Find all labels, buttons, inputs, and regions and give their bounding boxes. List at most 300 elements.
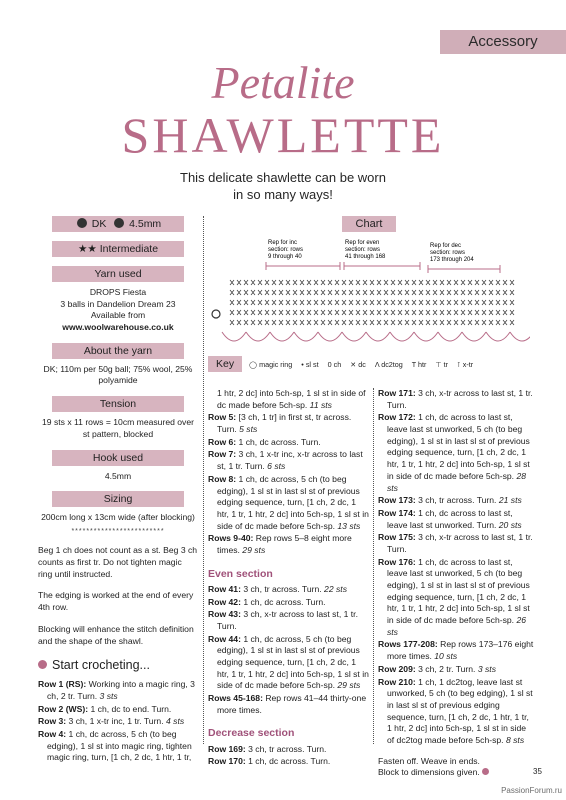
stitch-symbol xyxy=(398,280,402,285)
stitch-symbol xyxy=(489,290,493,295)
repeat-brackets xyxy=(266,262,500,273)
stitch-symbol xyxy=(384,290,388,295)
stitch-symbol xyxy=(377,280,381,285)
stitch-symbol xyxy=(251,290,255,295)
stitch-count: 11 sts xyxy=(307,399,332,410)
stitch-symbol xyxy=(363,290,367,295)
finishing-line: Block to dimensions given. xyxy=(378,767,534,779)
stitch-symbol xyxy=(279,320,283,325)
pattern-row: Row 209: 3 ch, 2 tr. Turn. 3 sts xyxy=(378,663,496,674)
stitch-symbol xyxy=(272,280,276,285)
stitch-symbol xyxy=(342,310,346,315)
stitch-symbol xyxy=(412,280,416,285)
stitch-symbol xyxy=(503,280,507,285)
finishing-text xyxy=(378,756,534,779)
stitch-symbol xyxy=(447,280,451,285)
about-yarn-heading: About the yarn xyxy=(52,343,184,359)
tension-heading: Tension xyxy=(52,396,184,412)
chart-label-even-3: 41 through 168 xyxy=(345,254,386,260)
stitch-symbol xyxy=(342,320,346,325)
weight-hook-pill xyxy=(52,216,184,232)
stitch-symbol xyxy=(321,300,325,305)
stitch-symbol xyxy=(440,290,444,295)
stitch-symbol xyxy=(258,310,262,315)
title-script: Petalite xyxy=(211,57,355,108)
row-label: Row 4: xyxy=(38,728,67,739)
stitch-symbol xyxy=(237,290,241,295)
stitch-symbol xyxy=(454,280,458,285)
stitch-symbol xyxy=(419,310,423,315)
edging-scallop xyxy=(342,332,366,341)
stitch-symbol xyxy=(433,280,437,285)
yarn-line: 3 balls in Dandelion Dream 23 xyxy=(60,298,176,309)
stitch-symbol xyxy=(356,320,360,325)
stitch-symbol xyxy=(272,290,276,295)
rows-list-col3 xyxy=(378,388,534,747)
stitch-symbol xyxy=(342,290,346,295)
pattern-row: Row 4: 1 ch, dc across, 5 ch (to beg edging), 1 sl st into magic ring, tighten magic ring, turn, [1 ch, 2 dc, 1 htr, 1 tr, xyxy=(38,728,192,763)
stitch-symbol xyxy=(377,320,381,325)
stitch-count: 4 sts xyxy=(163,716,185,727)
key-tr: ⊤ tr xyxy=(435,360,448,369)
stitch-symbol xyxy=(461,320,465,325)
chart-label-inc-3: 9 through 40 xyxy=(268,254,302,260)
stitch-symbol xyxy=(419,290,423,295)
stitch-symbol xyxy=(482,300,486,305)
stitch-symbol xyxy=(398,290,402,295)
stitch-count: 20 sts xyxy=(496,519,522,530)
pattern-row: Row 7: 3 ch, 1 x-tr inc, x-tr across to last st, 1 tr. Turn. 6 sts xyxy=(208,449,363,472)
rows-list-col1 xyxy=(38,679,198,764)
pattern-row: Row 42: 1 ch, dc across. Turn. xyxy=(208,596,326,607)
tension-text: 19 sts x 11 rows = 10cm measured over st pattern, blocked xyxy=(42,417,194,439)
row-label: Row 3: xyxy=(38,716,67,727)
stitch-symbol xyxy=(363,320,367,325)
stitch-count: 22 sts xyxy=(321,583,347,594)
row-label: Row 169: xyxy=(208,743,246,754)
row-label: Row 5: xyxy=(208,412,237,423)
stitch-symbol xyxy=(433,290,437,295)
chart-heading xyxy=(208,216,530,232)
subtitle-line-1: This delicate shawlette can be worn xyxy=(180,170,386,185)
hook-icon xyxy=(114,218,124,228)
edging-scallop xyxy=(270,332,294,341)
row-label: Row 176: xyxy=(378,556,416,567)
stitch-count: 29 sts xyxy=(335,680,361,691)
stitch-symbol xyxy=(251,310,255,315)
stitch-symbol xyxy=(391,280,395,285)
stitch-symbol xyxy=(258,290,262,295)
stitch-symbol xyxy=(489,280,493,285)
stitch-symbol xyxy=(335,290,339,295)
stitch-symbol xyxy=(314,280,318,285)
stitch-count: 21 sts xyxy=(496,495,522,506)
key-x-tr: ⊺ x-tr xyxy=(457,360,474,369)
stitch-symbol xyxy=(251,280,255,285)
stitch-symbol xyxy=(272,310,276,315)
stitch-symbol xyxy=(496,300,500,305)
stitch-symbol xyxy=(405,280,409,285)
star-icon: ★★ xyxy=(77,243,97,255)
yarn-supplier-link[interactable]: www.woolwarehouse.co.uk xyxy=(62,322,174,333)
stitch-symbol xyxy=(496,310,500,315)
row-label: Row 42: xyxy=(208,596,241,607)
chart-label-dec-3: 173 through 204 xyxy=(430,257,474,263)
stitch-symbol xyxy=(454,310,458,315)
stitch-symbol xyxy=(377,310,381,315)
stitch-symbol xyxy=(482,290,486,295)
stitch-symbol xyxy=(321,290,325,295)
stitch-symbol xyxy=(412,310,416,315)
row-label: Rows 9-40: xyxy=(208,533,254,544)
stitch-symbol xyxy=(510,290,514,295)
stitch-symbol xyxy=(314,320,318,325)
chart-label-dec-1: Rep for dec xyxy=(430,243,462,249)
edging-scallop xyxy=(438,332,462,341)
stitch-symbol xyxy=(370,310,374,315)
stitch-symbol xyxy=(468,280,472,285)
stitch-symbol xyxy=(377,290,381,295)
stitch-symbol xyxy=(391,290,395,295)
stitch-symbol xyxy=(370,290,374,295)
row-label: Row 175: xyxy=(378,532,416,543)
stitch-symbol xyxy=(293,310,297,315)
chart-label-inc-2: section: rows xyxy=(268,247,304,253)
stitch-symbol xyxy=(447,310,451,315)
stitch-symbol xyxy=(244,320,248,325)
stitch-symbol xyxy=(300,290,304,295)
stitch-symbol xyxy=(363,280,367,285)
finishing-line: Fasten off. Weave in ends. xyxy=(378,755,480,766)
stitch-symbol xyxy=(454,290,458,295)
pattern-row: Row 3: 3 ch, 1 x-tr inc, 1 tr. Turn. 4 sts xyxy=(38,716,185,727)
key-dc2tog: Λ dc2tog xyxy=(374,360,403,369)
row-label: Row 172: xyxy=(378,412,416,423)
stitch-symbol xyxy=(510,320,514,325)
stitch-symbol xyxy=(342,280,346,285)
rows-list-even xyxy=(208,584,370,717)
stitch-symbol xyxy=(475,300,479,305)
difficulty-label: Intermediate xyxy=(99,243,159,255)
chart-label-dec-2: section: rows xyxy=(430,250,466,256)
yarn-line: DROPS Fiesta xyxy=(89,287,147,297)
stitch-symbol xyxy=(335,280,339,285)
stitch-symbol xyxy=(503,310,507,315)
stitch-symbol xyxy=(356,290,360,295)
stitch-symbol xyxy=(489,320,493,325)
stitch-symbol xyxy=(237,300,241,305)
stitch-symbol xyxy=(468,290,472,295)
stitch-symbol xyxy=(482,280,486,285)
row-label: Row 8: xyxy=(208,473,237,484)
stitch-symbol xyxy=(412,320,416,325)
stitch-symbol xyxy=(321,320,325,325)
stitch-symbol xyxy=(447,320,451,325)
stitch-symbol xyxy=(279,280,283,285)
stitch-symbol xyxy=(265,290,269,295)
magic-ring-symbol xyxy=(212,310,220,318)
stitch-symbol xyxy=(349,310,353,315)
stitch-symbol xyxy=(384,320,388,325)
stitch-symbol xyxy=(230,280,234,285)
stitch-symbol xyxy=(258,320,262,325)
stitch-symbol xyxy=(489,310,493,315)
row-label: Row 174: xyxy=(378,507,416,518)
stitch-symbol xyxy=(440,310,444,315)
stitch-symbol xyxy=(447,290,451,295)
chart-label-even-1: Rep for even xyxy=(345,240,380,246)
edging-scallop xyxy=(294,332,318,341)
row-label: Row 209: xyxy=(378,663,416,674)
key-bar xyxy=(208,356,530,372)
edging-scallop xyxy=(222,332,246,341)
pattern-column-3 xyxy=(378,388,534,779)
hook-used-text: 4.5mm xyxy=(104,470,132,481)
stitch-symbol xyxy=(384,300,388,305)
stitch-symbol xyxy=(433,320,437,325)
pattern-row: 1 htr, 2 dc] into 5ch-sp, 1 sl st in side of dc made before 5ch-sp. 11 sts xyxy=(217,388,366,410)
weight-label: DK xyxy=(91,218,107,230)
stitch-symbol xyxy=(447,300,451,305)
stitch-symbol xyxy=(265,300,269,305)
stitch-symbol xyxy=(342,300,346,305)
stitch-symbol xyxy=(279,300,283,305)
stitch-symbol xyxy=(265,310,269,315)
stitch-symbol xyxy=(398,310,402,315)
chart-label-inc-1: Rep for inc xyxy=(268,240,298,246)
difficulty-pill xyxy=(52,241,184,257)
chart-title: Chart xyxy=(342,216,397,232)
stitch-symbol xyxy=(475,280,479,285)
stitch-symbol xyxy=(356,300,360,305)
pattern-row: Row 171: 3 ch, x-tr across to last st, 1 tr. Turn. xyxy=(378,388,533,410)
stitch-symbol xyxy=(230,320,234,325)
stitch-symbol xyxy=(454,300,458,305)
stitch-symbol xyxy=(370,280,374,285)
hook-used-heading: Hook used xyxy=(52,450,184,466)
row-label: Row 173: xyxy=(378,495,416,506)
edging-scallop xyxy=(414,332,438,341)
stitch-symbol xyxy=(307,290,311,295)
pattern-row: Row 174: 1 ch, dc across to last st, leave last st unworked. Turn. 20 sts xyxy=(378,507,522,530)
stitch-symbol xyxy=(468,310,472,315)
stitch-symbol xyxy=(510,280,514,285)
key-magic-ring: ◯ magic ring xyxy=(249,360,293,369)
row-label: Rows 177-208: xyxy=(378,639,438,650)
bullet-dot-icon xyxy=(38,660,47,669)
stitch-symbol xyxy=(328,300,332,305)
stitch-symbol xyxy=(426,280,430,285)
stitch-symbol xyxy=(300,310,304,315)
stitch-symbol xyxy=(251,300,255,305)
stitch-symbol xyxy=(363,300,367,305)
stitch-count: 10 sts xyxy=(431,651,458,662)
stitch-symbol xyxy=(503,290,507,295)
stitch-symbol xyxy=(349,290,353,295)
stitch-symbol xyxy=(433,310,437,315)
stitch-symbol xyxy=(398,300,402,305)
pattern-column-2 xyxy=(208,388,370,769)
stitch-symbol xyxy=(300,280,304,285)
pattern-row: Rows 177-208: Rep rows 173–176 eight more times. 10 sts xyxy=(378,639,534,662)
stitch-symbol xyxy=(412,300,416,305)
start-crocheting-label: Start crocheting... xyxy=(52,658,150,673)
stitch-symbol xyxy=(251,320,255,325)
stitch-symbol xyxy=(461,300,465,305)
stitch-symbol xyxy=(314,300,318,305)
stitch-count: 28 sts xyxy=(387,470,527,493)
stitch-symbol xyxy=(349,280,353,285)
stitch-count: 8 sts xyxy=(503,734,525,745)
stitch-symbol xyxy=(461,280,465,285)
stitch-symbol xyxy=(321,310,325,315)
sizing-text: 200cm long x 13cm wide (after blocking) xyxy=(41,512,195,523)
stitch-symbol xyxy=(482,320,486,325)
yarn-used-text xyxy=(38,287,198,334)
chart-section xyxy=(208,216,530,354)
stitch-symbol xyxy=(307,300,311,305)
stitch-count: 5 sts xyxy=(236,424,258,435)
stitch-symbol xyxy=(335,320,339,325)
stitch-symbol xyxy=(321,280,325,285)
stitch-symbol xyxy=(391,310,395,315)
stitch-count: 26 sts xyxy=(387,615,527,637)
stitch-symbol xyxy=(293,290,297,295)
stitch-symbol xyxy=(286,310,290,315)
key-sl-st: • sl st xyxy=(301,360,319,369)
stitch-symbol xyxy=(377,300,381,305)
stitch-symbol xyxy=(391,320,395,325)
stitch-symbol xyxy=(384,310,388,315)
end-mark-icon xyxy=(482,768,489,775)
rows-list-col2 xyxy=(208,388,370,557)
edging-scallop xyxy=(486,332,510,341)
stitch-count: 3 sts xyxy=(475,663,496,674)
stitch-symbol xyxy=(286,290,290,295)
stitch-symbol xyxy=(237,310,241,315)
stitch-symbol xyxy=(412,290,416,295)
stitch-symbol xyxy=(433,300,437,305)
stitch-symbol xyxy=(489,300,493,305)
row-label: Rows 45-168: xyxy=(208,693,263,704)
row-label: Row 7: xyxy=(208,449,237,460)
row-label: Row 2 (WS): xyxy=(38,703,89,714)
edging-scallop xyxy=(510,332,530,341)
stitch-symbol xyxy=(468,320,472,325)
note: The edging is worked at the end of every 4th row. xyxy=(38,590,194,613)
row-label: Row 1 (RS): xyxy=(38,679,87,690)
stitch-symbol xyxy=(398,320,402,325)
stitch-symbol xyxy=(370,300,374,305)
stitch-symbol xyxy=(461,290,465,295)
stitch-symbol xyxy=(440,320,444,325)
stitch-symbol xyxy=(328,310,332,315)
chart-stitch-grid xyxy=(230,280,514,325)
row-label: Row 6: xyxy=(208,436,237,447)
stitch-count: 29 sts xyxy=(239,544,266,555)
stitch-symbol xyxy=(475,310,479,315)
row-label: Row 171: xyxy=(378,388,416,398)
row-label: Row 44: xyxy=(208,633,241,644)
stitch-symbol xyxy=(307,310,311,315)
stitch-symbol xyxy=(300,300,304,305)
stitch-symbol xyxy=(244,310,248,315)
edging-scallop xyxy=(462,332,486,341)
stitch-symbol xyxy=(496,280,500,285)
stitch-count: 3 sts xyxy=(97,690,118,701)
stitch-symbol xyxy=(293,300,297,305)
info-sidebar xyxy=(38,216,198,765)
stitch-symbol xyxy=(510,300,514,305)
key-ch: 0 ch xyxy=(327,360,342,369)
pattern-row: Row 8: 1 ch, dc across, 5 ch (to beg edging), 1 sl st in last sl st of previous edging sequence, turn, [1 ch, 2 dc, 1 htr, 1 tr, 1 htr, 2 dc] into 5ch-sp, 1 sl st in side of dc made before 5ch-sp. 13 sts xyxy=(208,473,369,531)
pattern-row: Row 44: 1 ch, dc across, 5 ch (to beg edging), 1 sl st in last sl st of previous edging sequence, turn, [1 ch, 2 dc, 1 htr, 1 tr, 1 htr, 2 dc] into 5ch-sp, 1 sl st in side of dc made before 5ch-sp. 29 sts xyxy=(208,633,369,691)
stitch-symbol xyxy=(258,300,262,305)
pattern-row: Row 173: 3 ch, tr across. Turn. 21 sts xyxy=(378,495,522,506)
stitch-symbol xyxy=(405,300,409,305)
stitch-symbol xyxy=(384,280,388,285)
chart-edging-scallops xyxy=(222,332,530,341)
stitch-symbol xyxy=(244,300,248,305)
stitch-symbol xyxy=(391,300,395,305)
edging-scallop xyxy=(390,332,414,341)
stitch-symbol xyxy=(272,320,276,325)
stitch-symbol xyxy=(503,300,507,305)
key-title: Key xyxy=(208,356,242,372)
stitch-symbol xyxy=(370,320,374,325)
note: Blocking will enhance the stitch definition and the shape of the shawl. xyxy=(38,623,194,646)
stitch-symbol xyxy=(244,290,248,295)
pattern-row: Row 210: 1 ch, 1 dc2tog, leave last st unworked, 5 ch (to beg edging), 1 sl st in last sl st of previous edging sequence, turn, [1 ch, 2 dc, 1 htr, 1 tr, 1 htr, 2 dc] into 5ch-sp, 1 sl st in side of dc2tog made before 5ch-sp. 8 sts xyxy=(378,676,533,745)
stitch-symbol xyxy=(440,300,444,305)
stitch-symbol xyxy=(279,290,283,295)
stitch-symbol xyxy=(426,310,430,315)
stitch-symbol xyxy=(307,320,311,325)
pattern-row: Row 1 (RS): Working into a magic ring, 3 ch, 2 tr. Turn. 3 sts xyxy=(38,679,195,701)
stitch-symbol xyxy=(405,290,409,295)
stitch-symbol xyxy=(405,320,409,325)
stitch-symbol xyxy=(272,300,276,305)
stitch-symbol xyxy=(293,280,297,285)
stitch-symbol xyxy=(349,300,353,305)
edging-scallop xyxy=(318,332,342,341)
stitch-symbol xyxy=(426,300,430,305)
stitch-symbol xyxy=(475,320,479,325)
stitch-symbol xyxy=(286,280,290,285)
crochet-chart-diagram xyxy=(208,236,530,354)
pattern-row: Row 43: 3 ch, x-tr across to last st, 1 tr. Turn. xyxy=(208,609,358,631)
stitch-symbol xyxy=(419,320,423,325)
pattern-row: Rows 45-168: Rep rows 41–44 thirty-one more times. xyxy=(208,693,367,715)
rows-list-decrease xyxy=(208,744,370,768)
title-main: SHAWLETTE xyxy=(121,107,445,163)
edging-scallop xyxy=(246,332,270,341)
stitch-symbol xyxy=(496,290,500,295)
stitch-symbol xyxy=(405,310,409,315)
key-htr: T htr xyxy=(411,360,427,369)
stitch-symbol xyxy=(475,290,479,295)
row-label: Row 41: xyxy=(208,583,241,594)
chart-label-even-2: section: rows xyxy=(345,247,381,253)
note: Beg 1 ch does not count as a st. Beg 3 ch counts as first tr. Do not tighten magic ring until instructed. xyxy=(38,545,198,579)
pattern-row: Row 41: 3 ch, tr across. Turn. 22 sts xyxy=(208,583,347,594)
subtitle xyxy=(0,170,566,204)
stitch-symbol xyxy=(230,290,234,295)
row-label: Row 210: xyxy=(378,676,416,687)
pattern-row: Row 2 (WS): 1 ch, dc to end. Turn. xyxy=(38,703,172,714)
stitch-symbol xyxy=(419,300,423,305)
stitch-symbol xyxy=(356,310,360,315)
